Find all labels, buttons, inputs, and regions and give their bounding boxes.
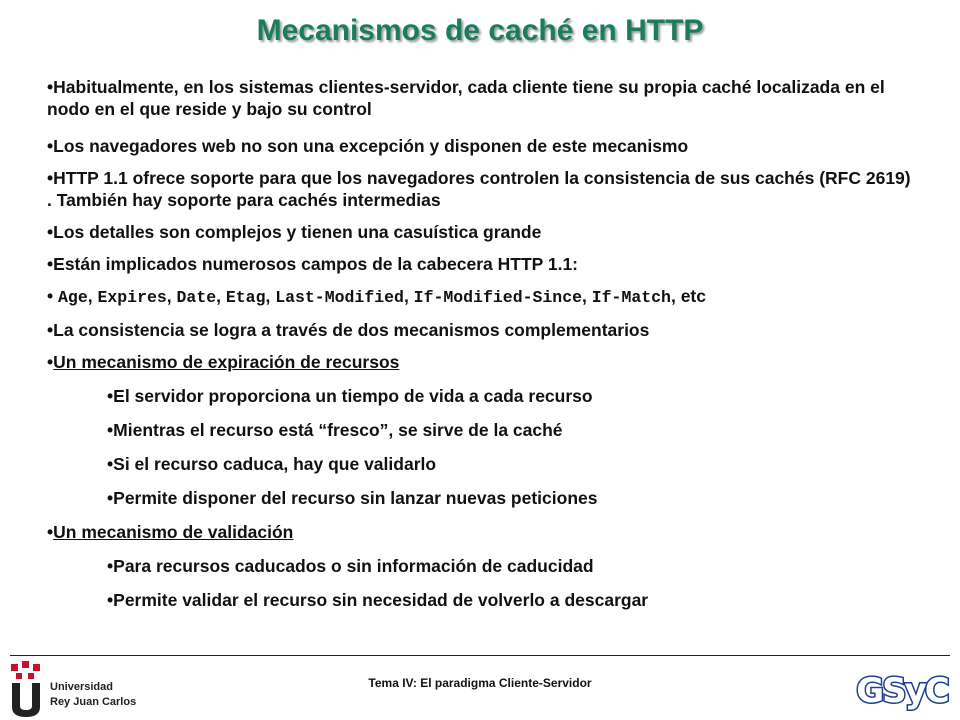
field-if-match: If-Match	[591, 288, 671, 307]
sub-bullet-5: •Para recursos caducados o sin información de caducidad	[107, 556, 594, 576]
bullet-header-fields: • Age, Expires, Date, Etag, Last-Modified, If-Modified-Since, If-Match, etc	[47, 286, 706, 307]
field-age: Age	[58, 288, 88, 307]
bullet-7: •La consistencia se logra a través de dos mecanismos complementarios	[47, 320, 650, 340]
field-if-modified-since: If-Modified-Since	[413, 288, 582, 307]
fields-suffix: etc	[680, 286, 706, 306]
field-date: Date	[176, 288, 217, 307]
gsyc-logo-text: GSyC	[856, 671, 948, 711]
bullet-4: •Los detalles son complejos y tienen una casuística grande	[47, 222, 542, 242]
field-etag: Etag	[225, 288, 266, 307]
bullet-validation: •Un mecanismo de validación	[47, 522, 294, 542]
bullet-1: •Habitualmente, en los sistemas clientes-servidor, cada cliente tiene su propia caché localizada en el nodo en el que reside y bajo su control	[47, 77, 885, 119]
bullet-5: •Están implicados numerosos campos de la cabecera HTTP 1.1:	[47, 254, 579, 274]
sub-bullet-3: •Si el recurso caduca, hay que validarlo	[107, 454, 437, 474]
field-last-modified: Last-Modified	[275, 288, 404, 307]
sub-bullet-4: •Permite disponer del recurso sin lanzar nuevas peticiones	[107, 488, 598, 508]
sub-bullet-1: •El servidor proporciona un tiempo de vida a cada recurso	[107, 386, 593, 406]
sub-bullet-2: •Mientras el recurso está “fresco”, se sirve de la caché	[107, 420, 563, 440]
bullet-3: •HTTP 1.1 ofrece soporte para que los navegadores controlen la consistencia de sus cachés (RFC 2619) . También hay soporte para cachés intermedias	[47, 168, 911, 210]
footer-course-label: Tema IV: El paradigma Cliente-Servidor	[368, 676, 592, 690]
slide-content	[47, 76, 917, 611]
bullet-2: •Los navegadores web no son una excepción y disponen de este mecanismo	[47, 136, 689, 156]
university-name: Universidad Rey Juan Carlos	[50, 681, 137, 708]
sub-bullet-6: •Permite validar el recurso sin necesidad de volverlo a descargar	[107, 590, 649, 610]
bullet-expiration: •Un mecanismo de expiración de recursos	[47, 352, 400, 372]
slide-title: Mecanismos de caché en HTTP	[256, 14, 704, 47]
footer-divider	[10, 655, 950, 656]
gsyc-logo-icon	[852, 664, 952, 714]
field-expires: Expires	[97, 288, 167, 307]
